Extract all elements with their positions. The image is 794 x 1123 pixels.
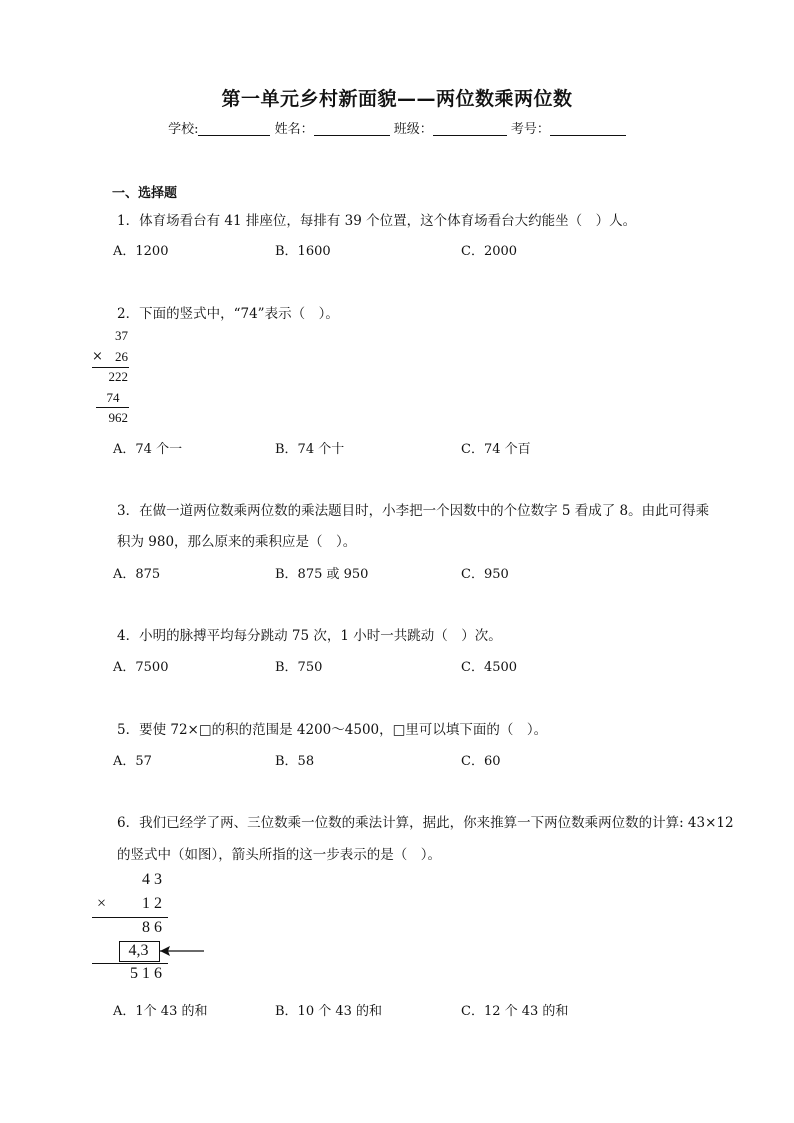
question-2-option-b[interactable]: B．74 个十 xyxy=(275,442,345,457)
exam-no-label: 考号： xyxy=(510,122,550,137)
document-title: 第一单元乡村新面貌——两位数乘两位数 xyxy=(221,88,573,110)
vertical-top-number: 4 3 xyxy=(142,871,162,888)
vertical-partial-product-1: 222 xyxy=(108,369,128,384)
question-2-option-a[interactable]: A．74 个一 xyxy=(113,442,183,457)
question-1-option-b[interactable]: B．1600 xyxy=(275,244,331,259)
question-1-text: 1．体育场看台有 41 排座位，每排有 39 个位置，这个体育场看台大约能坐（ ）人。 xyxy=(117,213,637,229)
class-blank[interactable] xyxy=(433,121,507,136)
vertical-partial-product-2: 4,3 xyxy=(128,942,149,959)
question-4-option-c[interactable]: C．4500 xyxy=(461,660,518,675)
question-3-text-line-1: 3．在做一道两位数乘两位数的乘法题目时，小李把一个因数中的个位数字 5 看成了 8。由此可得乘 xyxy=(117,503,710,519)
question-1-option-a[interactable]: A．1200 xyxy=(113,244,169,259)
vertical-rule-2 xyxy=(96,407,129,408)
question-6-option-a[interactable]: A．1个 43 的和 xyxy=(113,1004,208,1019)
question-3-option-c[interactable]: C．950 xyxy=(461,567,509,582)
question-6-option-c[interactable]: C．12 个 43 的和 xyxy=(461,1004,569,1019)
vertical-result: 962 xyxy=(108,410,128,425)
vertical-rule-1 xyxy=(92,367,129,368)
section-title: 一、选择题 xyxy=(112,186,178,201)
vertical-partial-product-2: 74 xyxy=(106,390,120,405)
student-info-line xyxy=(0,118,794,137)
vertical-rule-2 xyxy=(92,963,168,964)
vertical-multiply-sign: × xyxy=(97,895,107,912)
vertical-multiply-sign: × xyxy=(92,349,103,364)
question-5-option-b[interactable]: B．58 xyxy=(275,754,315,769)
question-6-text-line-2: 的竖式中（如图），箭头所指的这一步表示的是（ ）。 xyxy=(117,847,441,863)
question-2-text: 2．下面的竖式中，“74”表示（ ）。 xyxy=(117,306,339,322)
exam-no-blank[interactable] xyxy=(550,121,626,136)
vertical-rule-1 xyxy=(92,917,168,918)
question-4-option-b[interactable]: B．750 xyxy=(275,660,323,675)
vertical-partial-product-1: 8 6 xyxy=(142,919,162,936)
vertical-result: 5 1 6 xyxy=(130,965,162,982)
question-4-text: 4．小明的脉搏平均每分跳动 75 次，1 小时一共跳动（ ）次。 xyxy=(117,628,502,644)
question-4-option-a[interactable]: A．7500 xyxy=(113,660,169,675)
question-3-option-a[interactable]: A．875 xyxy=(113,567,161,582)
question-3-option-b[interactable]: B．875 或 950 xyxy=(275,567,369,582)
question-5-option-a[interactable]: A．57 xyxy=(113,754,152,769)
vertical-multiplier: 26 xyxy=(115,349,128,364)
question-6-text-line-1: 6．我们已经学了两、三位数乘一位数的乘法计算，据此，你来推算一下两位数乘两位数的计算: 43×12 xyxy=(117,815,734,831)
question-5-text: 5．要使 72×□的积的范围是 4200～4500，□里可以填下面的（ ）。 xyxy=(117,722,548,738)
name-blank[interactable] xyxy=(314,121,390,136)
vertical-multiplier: 1 2 xyxy=(142,895,162,912)
vertical-top-number: 37 xyxy=(115,328,128,343)
question-1-option-c[interactable]: C．2000 xyxy=(461,244,518,259)
question-6-option-b[interactable]: B．10 个 43 的和 xyxy=(275,1004,383,1019)
question-2-option-c[interactable]: C．74 个百 xyxy=(461,442,531,457)
class-label: 班级： xyxy=(393,122,433,137)
question-5-option-c[interactable]: C．60 xyxy=(461,754,501,769)
school-blank[interactable] xyxy=(198,121,270,136)
school-label: 学校: xyxy=(168,122,199,137)
question-3-text-line-2: 积为 980，那么原来的乘积应是（ ）。 xyxy=(117,534,357,550)
arrow-left-icon xyxy=(158,944,206,958)
name-label: 姓名： xyxy=(274,122,314,137)
